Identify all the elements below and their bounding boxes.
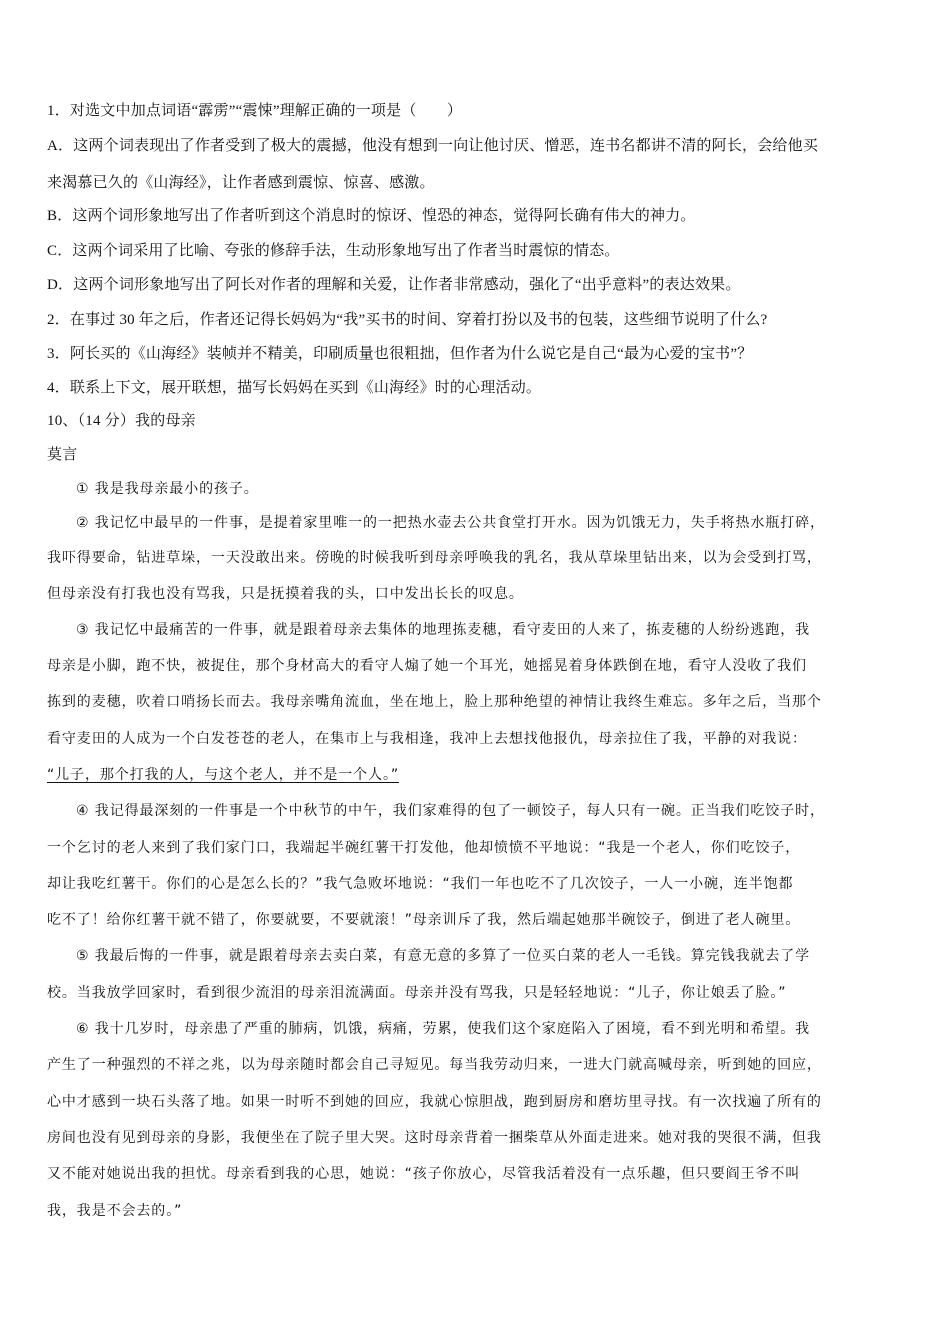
question-4: 4．联系上下文，展开联想，描写长妈妈在买到《山海经》时的心理活动。 (47, 380, 542, 396)
question-1-option-c: C．这两个词采用了比喻、夸张的修辞手法，生动形象地写出了作者当时震惊的情态。 (47, 243, 620, 259)
question-1-stem: 1．对选文中加点词语“霹雳”“震悚”理解正确的一项是（ ） (47, 103, 463, 119)
passage-paragraph-4-line-1: ④ 我记得最深刻的一件事是一个中秋节的中午，我们家难得的包了一顿饺子，每人只有一碗。正当我们吃饺子时， (76, 803, 825, 819)
question-2: 2．在事过 30 年之后，作者还记得长妈妈为“我”买书的时间、穿着打扮以及书的包装，这些细节说明了什么? (47, 312, 768, 328)
passage-paragraph-4-line-4: 吃不了！给你红薯干就不错了，你要就要，不要就滚！”母亲训斥了我，然后端起她那半碗饺子，倒进了老人碗里。 (47, 912, 801, 928)
question-3: 3．阿长买的《山海经》装帧并不精美，印刷质量也很粗拙，但作者为什么说它是自己“最为心爱的宝书”？ (47, 346, 753, 362)
passage-paragraph-3-line-3: 拣到的麦穗，吹着口哨扬长而去。我母亲嘴角流血，坐在地上，脸上那种绝望的神情让我终生难忘。多年之后，当那个 (47, 694, 822, 710)
passage-paragraph-6-line-2: 产生了一种强烈的不祥之兆，以为母亲随时都会自己寻短见。每当我劳动归来，一进大门就高喊母亲，听到她的回应， (47, 1057, 822, 1073)
passage-paragraph-3-line-1: ③ 我记忆中最痛苦的一件事，就是跟着母亲去集体的地理拣麦穗，看守麦田的人来了，拣麦穗的人纷纷逃跑，我 (76, 622, 810, 638)
passage-paragraph-5-line-1: ⑤ 我最后悔的一件事，就是跟着母亲去卖白菜，有意无意的多算了一位买白菜的老人一毛钱。算完钱我就去了学 (76, 948, 810, 964)
passage-paragraph-3-line-4: 看守麦田的人成为一个白发苍苍的老人，在集市上与我相逢，我冲上去想找他报仇，母亲拉住了我，平静的对我说： (47, 731, 807, 747)
section-heading: 10、（14 分）我的母亲 (47, 413, 196, 429)
passage-paragraph-2-line-2: 我吓得要命，钻进草垛，一天没敢出来。傍晚的时候我听到母亲呼唤我的乳名，我从草垛里钻出来，以为会受到打骂， (47, 550, 822, 566)
passage-paragraph-6-line-1: ⑥ 我十几岁时，母亲患了严重的肺病，饥饿，病痛，劳累，使我们这个家庭陷入了困境，看不到光明和希望。我 (76, 1021, 810, 1037)
question-1-option-a: A．这两个词表现出了作者受到了极大的震撼，他没有想到一向让他讨厌、憎恶，连书名都讲不清的阿长，会给他买 (47, 138, 819, 154)
question-1-option-b: B．这两个词形象地写出了作者听到这个消息时的惊讶、惶恐的神态，觉得阿长确有伟大的神力。 (47, 208, 696, 224)
passage-paragraph-3-line-2: 母亲是小脚，跑不快，被捉住，那个身材高大的看守人煽了她一个耳光，她摇晃着身体跌倒在地，看守人没收了我们 (47, 658, 807, 674)
passage-paragraph-4-line-2: 一个乞讨的老人来到了我们家门口，我端起半碗红薯干打发他，他却愤愤不平地说：“我是一个老人，你们吃饺子， (47, 840, 801, 856)
passage-paragraph-5-line-2: 校。当我放学回家时，看到很少流泪的母亲泪流满面。母亲并没有骂我，只是轻轻地说：“儿子，你让娘丢了脸。” (47, 985, 787, 1001)
question-1-option-d: D．这两个词形象地写出了阿长对作者的理解和关爱，让作者非常感动，强化了“出乎意料”的表达效果。 (47, 277, 741, 293)
passage-paragraph-2-line-3: 但母亲没有打我也没有骂我，只是抚摸着我的头，口中发出长长的叹息。 (47, 586, 524, 602)
passage-paragraph-6-line-4: 房间也没有见到母亲的身影，我便坐在了院子里大哭。这时母亲背着一捆柴草从外面走进来。她对我的哭很不满，但我 (47, 1130, 822, 1146)
passage-paragraph-6-line-6: 我，我是不会去的。” (47, 1203, 183, 1219)
question-1-option-a-continued: 来渴慕已久的《山海经》，让作者感到震惊、惊喜、感激。 (47, 175, 435, 191)
passage-paragraph-6-line-3: 心中才感到一块石头落了地。如果一时听不到她的回应，我就心惊胆战，跑到厨房和磨坊里寻找。有一次找遍了所有的 (47, 1094, 822, 1110)
passage-author: 莫言 (47, 447, 78, 463)
passage-paragraph-1: ① 我是我母亲最小的孩子。 (76, 481, 259, 497)
passage-paragraph-4-line-3: 却让我吃红薯干。你们的心是怎么长的？”我气急败坏地说：“我们一年也吃不了几次饺子，一人一小碗，连半饱都 (47, 876, 794, 892)
passage-paragraph-6-line-5: 又不能对她说出我的担忧。母亲看到我的心思，她说：“孩子你放心，尽管我活着没有一点乐趣，但只要阎王爷不叫 (47, 1166, 801, 1182)
passage-paragraph-2-line-1: ② 我记忆中最早的一件事，是提着家里唯一的一把热水壶去公共食堂打开水。因为饥饿无力，失手将热水瓶打碎， (76, 515, 825, 531)
passage-paragraph-3-underlined-quote: “儿子，那个打我的人，与这个老人，并不是一个人。” (47, 767, 400, 783)
